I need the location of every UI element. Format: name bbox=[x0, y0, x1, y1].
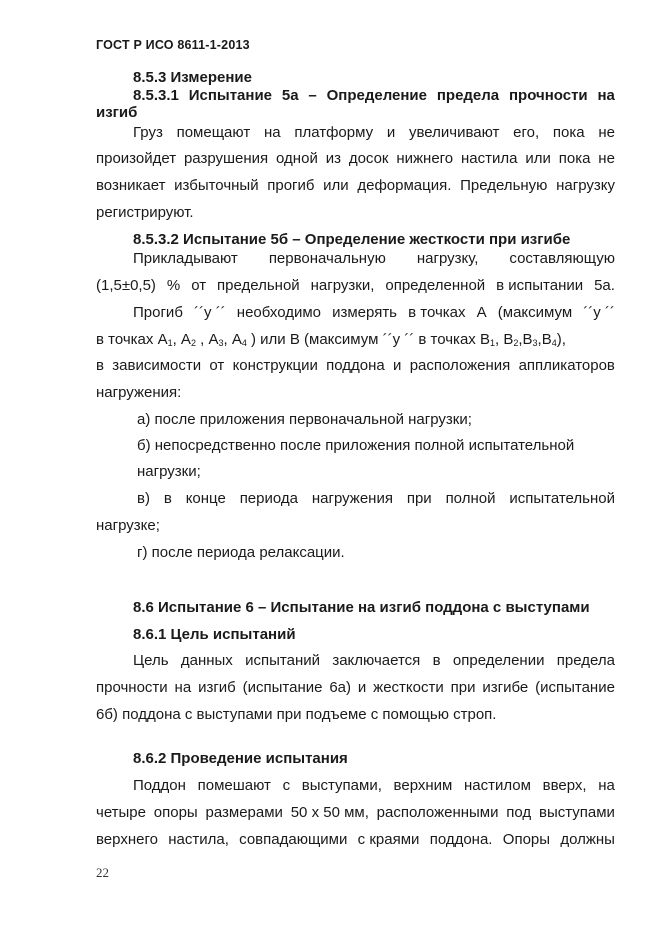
text-fragment: , А bbox=[223, 331, 242, 348]
text-fragment: ,В bbox=[518, 331, 533, 348]
word: определении bbox=[452, 652, 545, 669]
word: при bbox=[450, 679, 476, 696]
word: выступами, bbox=[301, 777, 382, 794]
word: под bbox=[506, 804, 532, 821]
word: (максимум bbox=[497, 304, 573, 321]
paragraph-line bbox=[96, 277, 615, 294]
subscript: 3 bbox=[532, 338, 538, 348]
word: нижнего bbox=[396, 150, 454, 167]
word: в) bbox=[137, 490, 150, 507]
word: измерять bbox=[332, 304, 398, 321]
word: периода bbox=[239, 490, 298, 507]
word: в точках bbox=[408, 304, 466, 321]
word: поддона. bbox=[429, 831, 493, 848]
section-8-6-1-heading: 8.6.1 Цель испытаний bbox=[133, 626, 296, 643]
word: или bbox=[525, 150, 551, 167]
word: настилом bbox=[464, 777, 531, 794]
word: Определение bbox=[326, 87, 427, 104]
word: Прикладывают bbox=[133, 250, 238, 267]
word: на bbox=[263, 124, 281, 141]
word: выступами bbox=[538, 804, 615, 821]
word: Опоры bbox=[502, 831, 551, 848]
subscript: 1 bbox=[167, 338, 173, 348]
word: и bbox=[393, 357, 402, 374]
word: не bbox=[598, 124, 615, 141]
word: платформу bbox=[294, 124, 374, 141]
word: 50 х 50 мм, bbox=[290, 804, 369, 821]
paragraph-line bbox=[96, 150, 615, 167]
word: поддона bbox=[326, 357, 385, 374]
word: при bbox=[406, 490, 432, 507]
word: Груз bbox=[133, 124, 163, 141]
word: Поддон bbox=[133, 777, 186, 794]
word: первоначальную bbox=[268, 250, 386, 267]
word: (1,5±0,5) bbox=[96, 277, 156, 294]
section-8-5-3-heading: 8.5.3 Измерение bbox=[133, 69, 252, 86]
list-item-b-cont: нагрузки; bbox=[137, 463, 201, 480]
word: верхним bbox=[393, 777, 453, 794]
word: необходимо bbox=[236, 304, 321, 321]
word: от bbox=[209, 357, 225, 374]
word: расположения bbox=[409, 357, 511, 374]
word: на bbox=[597, 87, 615, 104]
word: пока bbox=[558, 150, 591, 167]
word: с краями bbox=[357, 831, 420, 848]
document-header: ГОСТ Р ИСО 8611-1-2013 bbox=[96, 38, 250, 52]
word: ´´y ´´ bbox=[583, 304, 615, 321]
word: А bbox=[476, 304, 487, 321]
word: предела bbox=[556, 652, 615, 669]
word: должны bbox=[560, 831, 615, 848]
paragraph-line bbox=[96, 679, 615, 696]
word: составляющую bbox=[509, 250, 615, 267]
word: прочности bbox=[509, 87, 588, 104]
word: в bbox=[163, 490, 172, 507]
subscript: 4 bbox=[551, 338, 557, 348]
word: 8.5.3.1 bbox=[133, 87, 179, 104]
word: нагрузку, bbox=[416, 250, 479, 267]
section-8-5-3-2-heading: 8.5.3.2 Испытание 5б – Определение жесткости при изгибе bbox=[133, 231, 571, 248]
text-fragment: ), bbox=[556, 331, 566, 348]
word: в испытании bbox=[496, 277, 584, 294]
word: и bbox=[357, 679, 367, 696]
word: опоры bbox=[153, 804, 198, 821]
word: прочности bbox=[96, 679, 168, 696]
word: испытательной bbox=[509, 490, 615, 507]
word: % bbox=[166, 277, 181, 294]
word: верхнего bbox=[96, 831, 158, 848]
word: размерами bbox=[205, 804, 283, 821]
word: помешают bbox=[197, 777, 271, 794]
word: Прогиб bbox=[133, 304, 183, 321]
list-item-b: б) непосредственно после приложения полной испытательной bbox=[137, 437, 575, 454]
word: избыточный bbox=[174, 177, 259, 194]
paragraph-line bbox=[133, 652, 615, 669]
word: произойдет bbox=[96, 150, 177, 167]
word: одной bbox=[276, 150, 318, 167]
subscript: 3 bbox=[218, 338, 224, 348]
text-fragment: в точках А bbox=[96, 331, 168, 348]
text-fragment: , В bbox=[494, 331, 514, 348]
word: изгиб bbox=[198, 679, 236, 696]
word: настила bbox=[461, 150, 518, 167]
word: 5а. bbox=[594, 277, 615, 294]
word: 5а bbox=[281, 87, 299, 104]
measurement-points-line bbox=[96, 331, 566, 348]
word: изгибе bbox=[482, 679, 529, 696]
word: деформация. bbox=[357, 177, 452, 194]
subscript: 2 bbox=[513, 338, 519, 348]
word: возникает bbox=[96, 177, 166, 194]
word: с bbox=[282, 777, 291, 794]
list-item-c bbox=[137, 490, 615, 507]
paragraph-line: нагружения: bbox=[96, 384, 182, 401]
word: (испытание bbox=[535, 679, 615, 696]
word: и bbox=[386, 124, 396, 141]
page-number: 22 bbox=[96, 865, 109, 880]
word: от bbox=[191, 277, 207, 294]
list-item-c-cont: нагрузке; bbox=[96, 517, 160, 534]
word: разрушения bbox=[183, 150, 269, 167]
word: предела bbox=[436, 87, 500, 104]
word: Цель bbox=[133, 652, 169, 669]
word: вверх, bbox=[542, 777, 587, 794]
word: на bbox=[598, 777, 615, 794]
word: увеличивают bbox=[408, 124, 500, 141]
subscript: 2 bbox=[190, 338, 196, 348]
word: из bbox=[325, 150, 341, 167]
word: ´´y ´´ bbox=[194, 304, 226, 321]
section-8-5-3-1-heading bbox=[133, 87, 615, 104]
word: полной bbox=[445, 490, 496, 507]
word: зависимости bbox=[112, 357, 202, 374]
word: на bbox=[174, 679, 192, 696]
section-8-5-3-1-heading-cont: изгиб bbox=[96, 104, 138, 121]
word: жесткости bbox=[373, 679, 444, 696]
word: четыре bbox=[96, 804, 146, 821]
paragraph-line bbox=[96, 357, 615, 374]
list-item-a: а) после приложения первоначальной нагрузки; bbox=[137, 411, 472, 428]
word: испытаний bbox=[245, 652, 320, 669]
word: конце bbox=[185, 490, 226, 507]
paragraph-line: регистрируют. bbox=[96, 204, 194, 221]
word: аппликаторов bbox=[518, 357, 615, 374]
section-8-6-heading: 8.6 Испытание 6 – Испытание на изгиб поддона с выступами bbox=[133, 599, 590, 616]
word: Испытание bbox=[188, 87, 273, 104]
paragraph-line: 6б) поддона с выступами при подъеме с помощью строп. bbox=[96, 706, 497, 723]
paragraph-line bbox=[133, 304, 615, 321]
word: нагружения bbox=[311, 490, 393, 507]
word: расположенными bbox=[376, 804, 499, 821]
paragraph-line bbox=[133, 124, 615, 141]
word: его, bbox=[513, 124, 540, 141]
text-fragment: , А bbox=[172, 331, 191, 348]
word: или bbox=[323, 177, 349, 194]
word: Предельную bbox=[460, 177, 548, 194]
paragraph-line bbox=[133, 777, 615, 794]
word: конструкции bbox=[232, 357, 318, 374]
paragraph-line bbox=[96, 177, 615, 194]
paragraph-line bbox=[96, 804, 615, 821]
text-fragment: ,В bbox=[537, 331, 552, 348]
paragraph-line bbox=[96, 831, 615, 848]
word: не bbox=[598, 150, 615, 167]
word: помещают bbox=[176, 124, 251, 141]
word: определенной bbox=[385, 277, 486, 294]
word: досок bbox=[348, 150, 389, 167]
paragraph-line bbox=[133, 250, 615, 267]
word: в bbox=[96, 357, 104, 374]
word: (испытание bbox=[242, 679, 323, 696]
word: заключается bbox=[332, 652, 421, 669]
word: прогиб bbox=[267, 177, 315, 194]
text-fragment: ) или В (максимум ´´y ´´ в точках В bbox=[246, 331, 490, 348]
word: 6а) bbox=[329, 679, 352, 696]
word: – bbox=[308, 87, 317, 104]
word: данных bbox=[180, 652, 233, 669]
section-8-6-2-heading: 8.6.2 Проведение испытания bbox=[133, 750, 348, 767]
word: в bbox=[432, 652, 441, 669]
text-fragment: , А bbox=[195, 331, 219, 348]
word: нагрузку bbox=[556, 177, 615, 194]
subscript: 4 bbox=[241, 338, 247, 348]
list-item-d: г) после периода релаксации. bbox=[137, 544, 345, 561]
word: нагрузки, bbox=[310, 277, 375, 294]
subscript: 1 bbox=[489, 338, 495, 348]
word: предельной bbox=[217, 277, 300, 294]
word: пока bbox=[552, 124, 585, 141]
word: совпадающими bbox=[239, 831, 348, 848]
word: настила, bbox=[168, 831, 229, 848]
